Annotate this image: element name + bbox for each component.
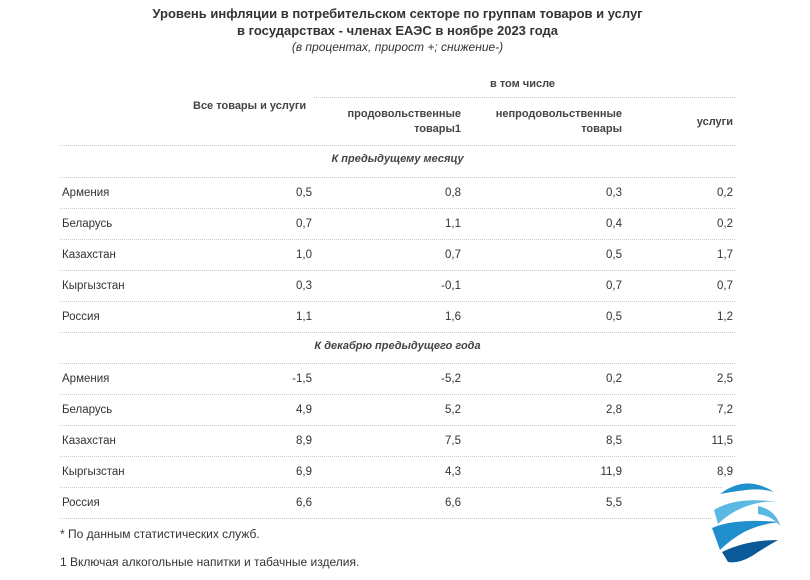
cell-food: -0,1: [441, 280, 461, 292]
cell-nonfood: 8,5: [606, 435, 622, 447]
cell-nonfood: 11,9: [600, 466, 622, 478]
cell-nonfood: 0,2: [606, 373, 622, 385]
cell-all: 4,9: [296, 404, 312, 416]
cell-nonfood: 0,7: [606, 280, 622, 292]
table-row: [60, 270, 735, 301]
cell-country: Беларусь: [62, 404, 113, 416]
header-nonfood-line1: непродовольственные: [495, 108, 622, 120]
cell-food: 1,1: [445, 218, 461, 230]
cell-all: 0,7: [296, 218, 312, 230]
cell-all: 6,9: [296, 466, 312, 478]
cell-nonfood: 0,5: [606, 249, 622, 261]
cell-services: 0,7: [717, 280, 733, 292]
header-nonfood-line2: товары: [581, 123, 622, 135]
cell-all: 8,9: [296, 435, 312, 447]
header-food: [348, 107, 462, 137]
table-row: [60, 487, 735, 518]
header-services: услуги: [696, 116, 733, 128]
cell-country: Россия: [62, 311, 100, 323]
cell-all: -1,5: [292, 373, 312, 385]
title-line-2: в государствах - членах ЕАЭС в ноябре 2023 года: [236, 23, 559, 38]
header-all-goods: Все товары и услуги: [193, 100, 307, 112]
cell-country: Беларусь: [62, 218, 113, 230]
cell-all: 1,1: [296, 311, 312, 323]
cell-country: Кыргызстан: [62, 466, 125, 478]
cell-nonfood: 5,5: [606, 497, 622, 509]
cell-all: 0,5: [296, 187, 312, 199]
cell-nonfood: 0,5: [606, 311, 622, 323]
cell-food: 0,8: [445, 187, 461, 199]
header-divider-bottom: [60, 145, 735, 146]
row-divider: [60, 518, 735, 519]
cell-services: 1,2: [717, 311, 733, 323]
header-nonfood: [496, 107, 622, 137]
table-row: [60, 456, 735, 487]
table-row: [60, 425, 735, 456]
cell-food: -5,2: [441, 373, 461, 385]
footnote-one: 1 Включая алкогольные напитки и табачные изделия.: [60, 555, 360, 569]
header-food-line2: товары1: [414, 123, 461, 135]
header-food-line1: продовольственные: [347, 108, 461, 120]
title-line-1: Уровень инфляции в потребительском секторе по группам товаров и услуг: [152, 6, 643, 21]
cell-nonfood: 0,4: [606, 218, 622, 230]
cell-all: 6,6: [296, 497, 312, 509]
cell-country: Казахстан: [62, 249, 116, 261]
header-including: в том числе: [490, 78, 556, 90]
cell-services: 8,9: [717, 466, 733, 478]
cell-services: 1,7: [717, 249, 733, 261]
table-row: [60, 177, 735, 208]
cell-services: 7,2: [717, 404, 733, 416]
cell-food: 7,5: [445, 435, 461, 447]
table-row: [60, 208, 735, 239]
table-row: [60, 239, 735, 270]
cell-services: 0,2: [717, 187, 733, 199]
cell-food: 4,3: [445, 466, 461, 478]
cell-nonfood: 0,3: [606, 187, 622, 199]
cell-services: 2,5: [717, 373, 733, 385]
cell-food: 6,6: [445, 497, 461, 509]
cell-all: 1,0: [296, 249, 312, 261]
cell-all: 0,3: [296, 280, 312, 292]
table-title: [60, 5, 735, 55]
table-row: [60, 394, 735, 425]
table-row: [60, 301, 735, 332]
cell-country: Россия: [62, 497, 100, 509]
cell-country: Армения: [62, 187, 110, 199]
footnote-star: * По данным статистических служб.: [60, 527, 260, 541]
cell-country: Армения: [62, 373, 110, 385]
row-divider: [60, 332, 735, 333]
cell-nonfood: 2,8: [606, 404, 622, 416]
cell-food: 0,7: [445, 249, 461, 261]
cell-food: 1,6: [445, 311, 461, 323]
header-divider-top: [314, 97, 735, 98]
section-title-since-december: К декабрю предыдущего года: [314, 340, 481, 352]
section-title-previous-month: К предыдущему месяцу: [331, 153, 464, 165]
title-subtitle: (в процентах, прирост +; снижение-): [291, 40, 504, 54]
cell-food: 5,2: [445, 404, 461, 416]
cell-services: 11,5: [711, 435, 733, 447]
eaeu-logo-icon: [706, 470, 790, 568]
cell-country: Кыргызстан: [62, 280, 125, 292]
table-row: [60, 363, 735, 394]
cell-country: Казахстан: [62, 435, 116, 447]
cell-services: 0,2: [717, 218, 733, 230]
